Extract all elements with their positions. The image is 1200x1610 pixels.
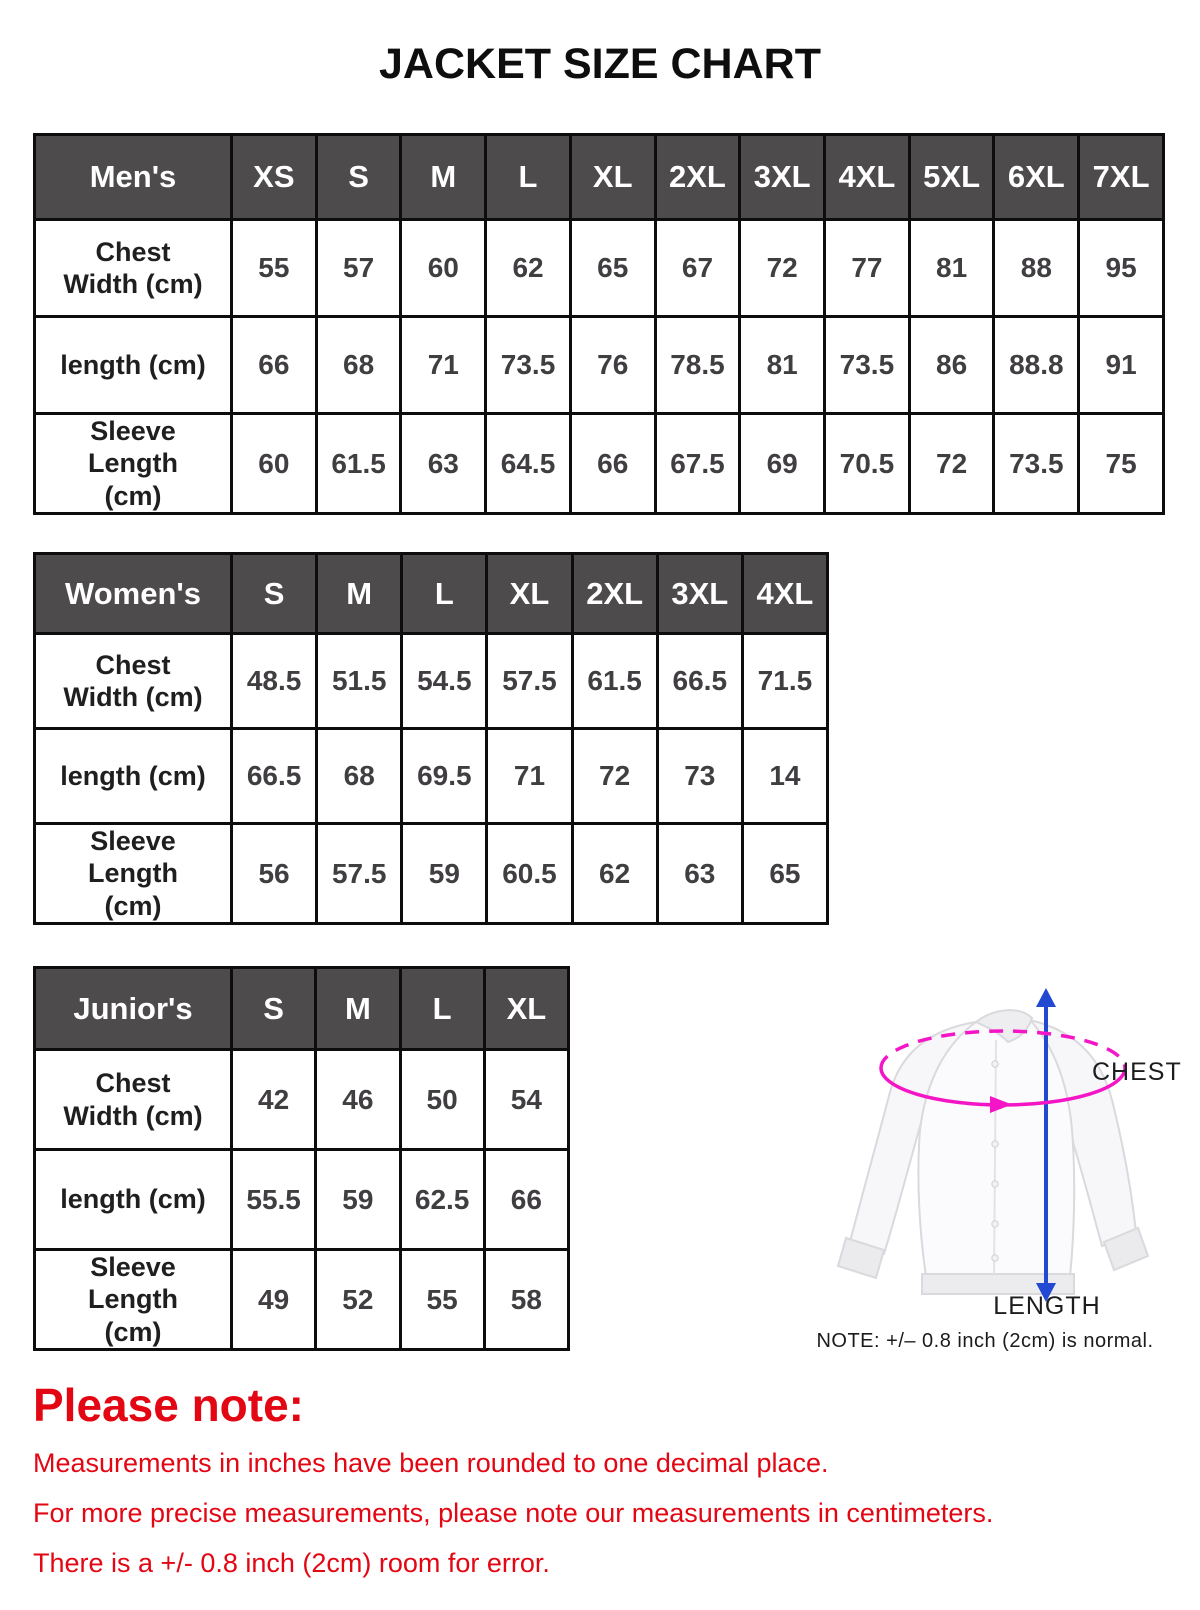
measurement-value-cell: 76 (570, 317, 655, 414)
measurement-value-cell: 88 (994, 220, 1079, 317)
size-header-cell: M (401, 135, 486, 220)
jacket-illustration (838, 1010, 1148, 1294)
measurement-value-cell: 86 (909, 317, 994, 414)
measurement-value-cell: 46 (316, 1050, 400, 1150)
mens-size-table (33, 133, 1165, 515)
measurement-label-cell: length (cm) (35, 317, 232, 414)
measurement-value-cell: 69.5 (402, 729, 487, 824)
measurement-value-cell: 57 (316, 220, 401, 317)
measurement-value-cell: 67.5 (655, 414, 740, 514)
size-header-cell: S (232, 968, 316, 1050)
page-title: JACKET SIZE CHART (379, 40, 821, 88)
measurement-value-cell: 88.8 (994, 317, 1079, 414)
measurement-value-cell: 70.5 (825, 414, 910, 514)
table-row (35, 824, 828, 924)
size-header-cell: L (400, 968, 484, 1050)
measurement-value-cell: 68 (316, 317, 401, 414)
measurement-value-cell: 14 (742, 729, 827, 824)
jacket-measurement-diagram (780, 980, 1190, 1325)
measurement-label-cell: Chest Width (cm) (35, 220, 232, 317)
measurement-value-cell: 55.5 (232, 1150, 316, 1250)
size-header-cell: XL (484, 968, 568, 1050)
measurement-value-cell: 66 (570, 414, 655, 514)
measurement-value-cell: 73.5 (825, 317, 910, 414)
note-line: For more precise measurements, please note our measurements in centimeters. (33, 1498, 994, 1528)
measurement-value-cell: 66 (484, 1150, 568, 1250)
womens-group-label: Women's (35, 554, 232, 634)
measurement-value-cell: 60 (401, 220, 486, 317)
table-row (35, 634, 828, 729)
measurement-value-cell: 73 (657, 729, 742, 824)
size-header-cell: 5XL (909, 135, 994, 220)
measurement-label-cell: length (cm) (35, 729, 232, 824)
measurement-value-cell: 64.5 (486, 414, 571, 514)
note-line: Measurements in inches have been rounded to one decimal place. (33, 1448, 829, 1478)
measurement-value-cell: 55 (232, 220, 317, 317)
measurement-label-cell: Chest Width (cm) (35, 1050, 232, 1150)
length-measure-label: LENGTH (993, 1292, 1101, 1320)
note-line: There is a +/- 0.8 inch (2cm) room for error. (33, 1548, 550, 1578)
measurement-value-cell: 71 (401, 317, 486, 414)
measurement-value-cell: 62 (572, 824, 657, 924)
size-header-cell: L (402, 554, 487, 634)
measurement-value-cell: 54.5 (402, 634, 487, 729)
measurement-label-cell: Sleeve Length (cm) (35, 1250, 232, 1350)
table-row (35, 1150, 569, 1250)
measurement-value-cell: 54 (484, 1050, 568, 1150)
juniors-header-row (35, 968, 569, 1050)
measurement-value-cell: 81 (909, 220, 994, 317)
diagram-tolerance-note: NOTE: +/– 0.8 inch (2cm) is normal. (816, 1330, 1154, 1352)
size-header-cell: 6XL (994, 135, 1079, 220)
measurement-value-cell: 63 (657, 824, 742, 924)
juniors-group-label: Junior's (35, 968, 232, 1050)
size-header-cell: 2XL (655, 135, 740, 220)
table-row (35, 220, 1164, 317)
measurement-value-cell: 57.5 (487, 634, 572, 729)
measurement-value-cell: 71 (487, 729, 572, 824)
womens-size-table (33, 552, 829, 925)
measurement-value-cell: 60 (232, 414, 317, 514)
measurement-value-cell: 81 (740, 317, 825, 414)
measurement-value-cell: 95 (1079, 220, 1164, 317)
size-header-cell: 3XL (657, 554, 742, 634)
table-row (35, 729, 828, 824)
measurement-value-cell: 56 (232, 824, 317, 924)
measurement-value-cell: 73.5 (486, 317, 571, 414)
size-header-cell: XL (487, 554, 572, 634)
table-row (35, 1250, 569, 1350)
measurement-value-cell: 62 (486, 220, 571, 317)
size-header-cell: M (316, 968, 400, 1050)
table-row (35, 317, 1164, 414)
measurement-value-cell: 77 (825, 220, 910, 317)
size-header-cell: S (232, 554, 317, 634)
measurement-value-cell: 66.5 (657, 634, 742, 729)
measurement-value-cell: 55 (400, 1250, 484, 1350)
measurement-value-cell: 58 (484, 1250, 568, 1350)
measurement-value-cell: 72 (572, 729, 657, 824)
measurement-label-cell: Chest Width (cm) (35, 634, 232, 729)
measurement-value-cell: 61.5 (572, 634, 657, 729)
size-header-cell: XS (232, 135, 317, 220)
juniors-size-table (33, 966, 570, 1351)
measurement-label-cell: Sleeve Length (cm) (35, 414, 232, 514)
size-header-cell: XL (570, 135, 655, 220)
measurement-value-cell: 52 (316, 1250, 400, 1350)
measurement-value-cell: 51.5 (317, 634, 402, 729)
chest-measure-label: CHEST (1092, 1058, 1182, 1086)
measurement-value-cell: 78.5 (655, 317, 740, 414)
measurement-value-cell: 62.5 (400, 1150, 484, 1250)
measurement-value-cell: 61.5 (316, 414, 401, 514)
size-header-cell: S (316, 135, 401, 220)
size-header-cell: 4XL (825, 135, 910, 220)
measurement-value-cell: 66 (232, 317, 317, 414)
measurement-value-cell: 65 (570, 220, 655, 317)
mens-group-label: Men's (35, 135, 232, 220)
measurement-value-cell: 67 (655, 220, 740, 317)
measurement-value-cell: 65 (742, 824, 827, 924)
measurement-value-cell: 50 (400, 1050, 484, 1150)
measurement-value-cell: 63 (401, 414, 486, 514)
measurement-value-cell: 69 (740, 414, 825, 514)
size-header-cell: 2XL (572, 554, 657, 634)
measurement-label-cell: Sleeve Length (cm) (35, 824, 232, 924)
mens-header-row (35, 135, 1164, 220)
measurement-value-cell: 72 (740, 220, 825, 317)
measurement-value-cell: 59 (402, 824, 487, 924)
measurement-value-cell: 75 (1079, 414, 1164, 514)
measurement-value-cell: 73.5 (994, 414, 1079, 514)
size-header-cell: L (486, 135, 571, 220)
measurement-value-cell: 72 (909, 414, 994, 514)
measurement-value-cell: 49 (232, 1250, 316, 1350)
measurement-value-cell: 48.5 (232, 634, 317, 729)
measurement-value-cell: 57.5 (317, 824, 402, 924)
size-header-cell: 3XL (740, 135, 825, 220)
measurement-value-cell: 59 (316, 1150, 400, 1250)
table-row (35, 1050, 569, 1150)
size-header-cell: M (317, 554, 402, 634)
please-note-heading: Please note: (33, 1379, 304, 1431)
measurement-value-cell: 60.5 (487, 824, 572, 924)
table-row (35, 414, 1164, 514)
size-header-cell: 4XL (742, 554, 827, 634)
measurement-label-cell: length (cm) (35, 1150, 232, 1250)
size-header-cell: 7XL (1079, 135, 1164, 220)
womens-header-row (35, 554, 828, 634)
measurement-value-cell: 66.5 (232, 729, 317, 824)
measurement-value-cell: 68 (317, 729, 402, 824)
measurement-value-cell: 42 (232, 1050, 316, 1150)
measurement-value-cell: 91 (1079, 317, 1164, 414)
measurement-value-cell: 71.5 (742, 634, 827, 729)
